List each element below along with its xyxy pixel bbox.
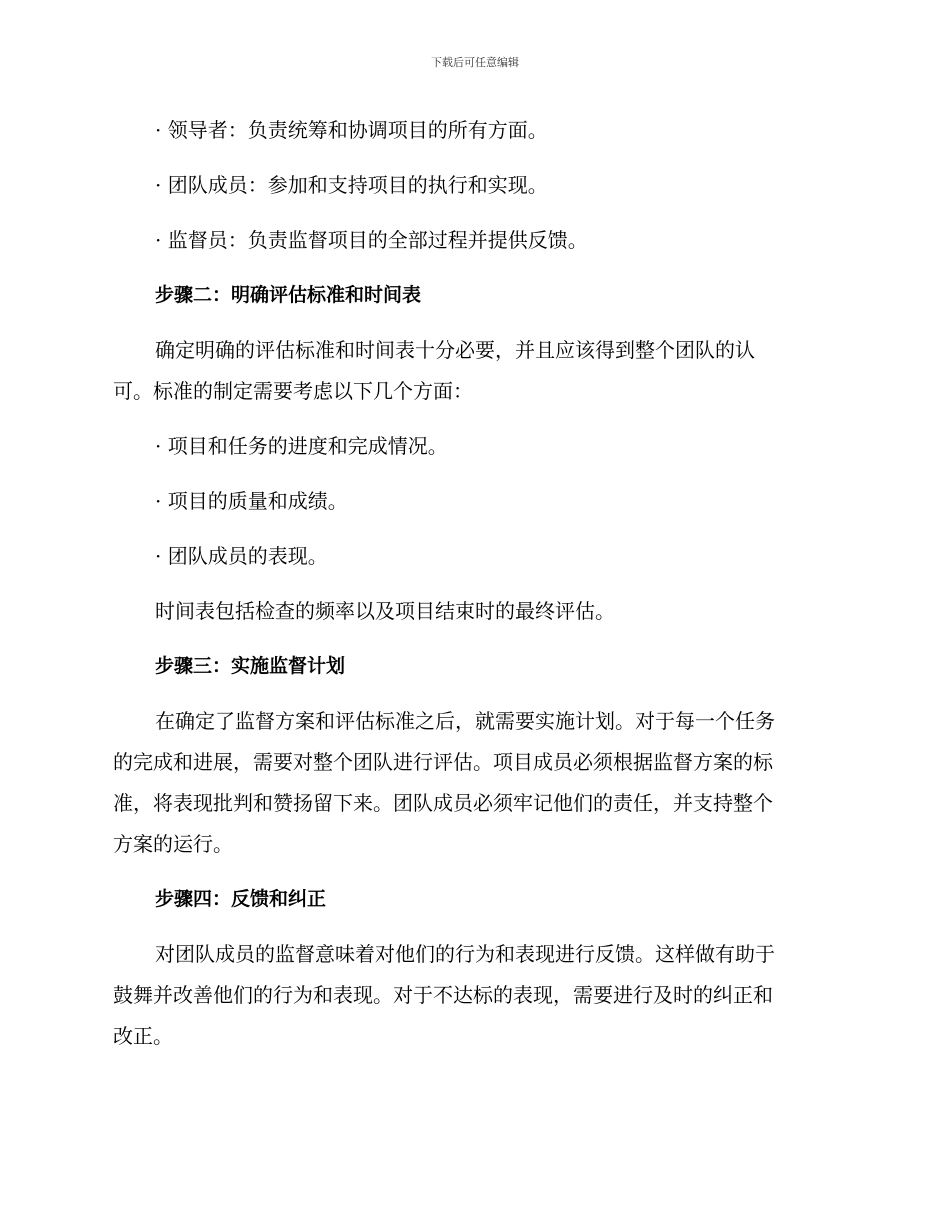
role-item-leader: · 领导者：负责统筹和协调项目的所有方面。 <box>155 118 548 142</box>
criteria-item-progress: · 项目和任务的进度和完成情况。 <box>155 434 448 458</box>
document-body <box>113 110 833 1071</box>
paragraph-line: 改正。 <box>113 1024 173 1048</box>
page-header: 下载后可任意编辑 <box>431 56 519 69</box>
paragraph-line: 鼓舞并改善他们的行为和表现。对于不达标的表现，需要进行及时的纠正和 <box>113 983 773 1007</box>
paragraph-line: 准，将表现批判和赞扬留下来。团队成员必须牢记他们的责任，并支持整个 <box>113 791 773 815</box>
step2-intro-paragraph <box>113 330 833 412</box>
paragraph-line: 可。标准的制定需要考虑以下几个方面： <box>113 379 473 403</box>
role-item-supervisor: · 监督员：负责监督项目的全部过程并提供反馈。 <box>155 228 588 252</box>
paragraph-line: 对团队成员的监督意味着对他们的行为和表现进行反馈。这样做有助于 <box>155 942 775 966</box>
role-item-team-member: · 团队成员：参加和支持项目的执行和实现。 <box>155 173 548 197</box>
paragraph-line: 的完成和进展，需要对整个团队进行评估。项目成员必须根据监督方案的标 <box>113 750 773 774</box>
criteria-item-quality: · 项目的质量和成绩。 <box>155 489 348 513</box>
criteria-item-performance: · 团队成员的表现。 <box>155 544 328 568</box>
paragraph-line: 确定明确的评估标准和时间表十分必要，并且应该得到整个团队的认 <box>155 338 755 362</box>
step4-heading: 步骤四：反馈和纠正 <box>155 888 327 910</box>
paragraph-line: 方案的运行。 <box>113 832 233 856</box>
paragraph-line: 在确定了监督方案和评估标准之后，就需要实施计划。对于每一个任务 <box>155 709 775 733</box>
step2-heading: 步骤二：明确评估标准和时间表 <box>155 284 422 306</box>
schedule-paragraph: 时间表包括检查的频率以及项目结束时的最终评估。 <box>155 599 615 623</box>
step3-heading: 步骤三：实施监督计划 <box>155 655 346 677</box>
step4-paragraph <box>113 934 833 1057</box>
step3-paragraph <box>113 701 833 865</box>
